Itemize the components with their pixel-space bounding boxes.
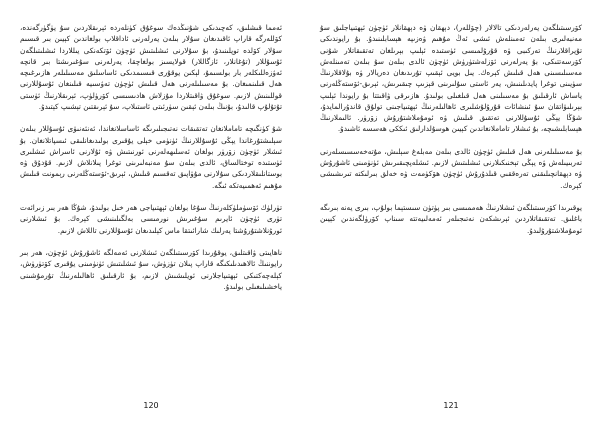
left-paragraph-4: ناھايىتى ۋاقىتلىق، يوقۇرىدا كۆرسىتىلگەن ئىشلارنى ئەمەلگە ئاشۇرۇش ئۈچۈن، ھەر بىر رايوننىڭ ئالاھىدىلىكىگە قاراپ پىلان تۈزۈش، سۇ ئىشلىتىش ئۈنۈمىنى يۇقىرى كۆتۈرۈش، كېلەچەكتىكى ئېھتىياجلارنى ئويلىشىش لازىم، بۇ ئارقىلىق ئاھالىلەرنىڭ تۇرمۇشىنى ياخشىلىغىلى بولىدۇ.	[20, 248, 282, 291]
left-paragraph-3: تۈرلۈك ئۆسۈملۈكلەرنىڭ سۇغا بولغان ئېھتىياجى ھەر خىل بولىدۇ، شۇڭا ھەر بىر زىرائەت تۈرى ئۈچۈن ئايرىم سۇغىرىش نورمىسى بەلگىلىنىشى كېرەك. بۇ ئىشلارنى ئورۇنلاشتۇرۇشتا يەرلىك شارائىتقا ماس كېلىدىغان ئۇسۇللارنى تاللاش لازىم.	[20, 203, 282, 235]
left-page	[20, 22, 282, 414]
right-paragraph-2: بۇ مەسىلىلەرنى ھەل قىلىش ئۈچۈن ئالدى بىلەن مەبلەغ سېلىش، مۇتەخەسسىسلەرنى تەربىيىلەش ۋە يېڭى تېخنىكىلارنى ئىشلىتىش لازىم. ئىشلەپچىقىرىش ئۈنۈمىنى ئاشۇرۇش ۋە دېھقانچىلىقنى تەرەققىي قىلدۇرۇش ئۈچۈن ھۆكۈمەت ۋە خەلق بىرلىكتە تىرىشىشى كېرەك.	[320, 146, 582, 190]
right-paragraph-3: يوقىرىدا كۆرسىتىلگەن ئىشلارنىڭ ھەممىسى بىر پۈتۈن سىستېما بولۇپ، بىرى يەنە بىرىگە باغلىق. تەتقىقاتلاردىن ئېرىشكەن نەتىجىلەر ئەمەلىيەتتە سىناپ كۆرۈلگەندىن كېيىن ئومۇملاشتۇرۇلىدۇ.	[320, 203, 582, 235]
left-paragraph-1: ئەمما قىشلىق، كەچىدىكى شۇنىڭدەك سوغۇق كۈنلەردە ئېرىقلاردىن سۇ يۈگۈرگەندە، كۆللەرگە قاراپ ئاقىدىغان سۇلار بىلەن يەرلەرنى ئاداقلاپ بولغاندىن كېيىن بىر قىسىم سۇلار كۆلدە توپلىنىدۇ، بۇ سۇلارنى ئىشلىتىش ئۈچۈن ئۆتكەنكى يىللاردا ئىشلىتىلگەن ئۇسۇللار (تۇغانلار، ئازگاللار) قولايسىز بولغاچقا، يەرلەرنى سۇغىرىشتا بىر قانچە ئەۋزەللىكلەر بار بولسىمۇ، لېكىن يوقۇرى قىسىمدىكى ئاساسلىق مەسىلىلەر ھازىرغىچە ھەل قىلىنمىغان. بۇ مەسىلىلەرنى ھەل قىلىش ئۈچۈن تەۋسىيە قىلىنغان ئۇسۇللارنى قوللىنىش لازىم. سوغۇق ۋاقىتلاردا مۇزلاش ھادىسىسى كۆرۈلۈپ، ئېرىقلارنىڭ ئۈستى تۇتۇلۇپ قالىدۇ، بۇنىڭ بىلەن ئېقىن سۈرئىتى ئاستىلاپ، سۇ ئېرىقتىن تېشىپ كېتىدۇ.	[20, 23, 282, 111]
right-paragraph-1: كۆرسىتىلگەن يەرلەردىكى تالالار (چۆللەر)، دېھقان ۋە دېھقانلار ئۈچۈن ئېھتىياجلىق سۇ مەنبەلىرى بىلەن تەمىنلەش ئىشى ئەڭ مۇھىم ۋەزىپە ھېسابلىنىدۇ. بۇ رايوندىكى تۇپراقلارنىڭ تەركىبى ۋە قۇرۇلمىسى ئۈستىدە ئېلىپ بېرىلغان تەتقىقاتلار شۇنى كۆرسەتتىكى، بۇ يەرلەرنى ئۆزلەشتۈرۈش ئۈچۈن ئالدى بىلەن سۇ بىلەن تەمىنلەش مەسىلىسىنى ھەل قىلىش كېرەك. يىل بويى ئېقىپ تۇرىدىغان دەريالار ۋە بۇلاقلارنىڭ سۈيىنى توغرا پايدىلىنىش، يەر ئاستى سۇلىرىنى قېزىپ چىقىرىش، ئېرىق-ئۆستەڭلەرنى ياساش ئارقىلىق بۇ مەسىلىنى ھەل قىلغىلى بولىدۇ. ھازىرقى ۋاقىتتا بۇ رايوندا ئېلىپ بېرىلىۋاتقان سۇ ئىنشائات قۇرۇلۇشلىرى ئاھالىلەرنىڭ ئېھتىياجىنى تولۇق قاندۇرالمايدۇ، شۇڭا يېڭى ئۇسۇللارنى تەتقىق قىلىش ۋە ئومۇملاشتۇرۇش زۆرۈر. ئالىملارنىڭ ھېسابلىشىچە، بۇ ئىشلار تاماملانغاندىن كېيىن ھوسۇلدارلىق ئىككى ھەسسە ئاشىدۇ.	[320, 23, 582, 134]
right-page	[320, 22, 582, 414]
left-page-number: 120	[143, 401, 159, 410]
left-paragraph-2: شۇ كۈنگىچە تاماملانغان تەتقىقات نەتىجىلىرىگە ئاساسلانغاندا، ئەنئەنىۋى ئۇسۇللار بىلەن سېلىشتۇرغاندا يېڭى ئۇسۇللارنىڭ ئۈنۈمى خېلى يۇقىرى بولىدىغانلىقى ئىسپاتلانغان. بۇ ئىشلار ئۈچۈن زۆرۈر بولغان ئەسلىھەلەرنى ئورنىتىش ۋە ئۇلارنى ئاسراش ئىشلىرى ئۈستىدە توختالساق، ئالدى بىلەن سۇ مەنبەلىرىنى توغرا پىلانلاش لازىم. قۇدۇق ۋە بوستانلىقلاردىكى سۇلارنى مۇۋاپىق تەقسىم قىلىش، ئېرىق-ئۆستەڭلەرنى رېمونت قىلىش مۇھىم ئەھمىيەتكە ئىگە.	[20, 124, 282, 190]
right-page-text	[320, 22, 582, 236]
left-page-text	[20, 22, 282, 292]
right-page-number: 121	[443, 401, 459, 410]
